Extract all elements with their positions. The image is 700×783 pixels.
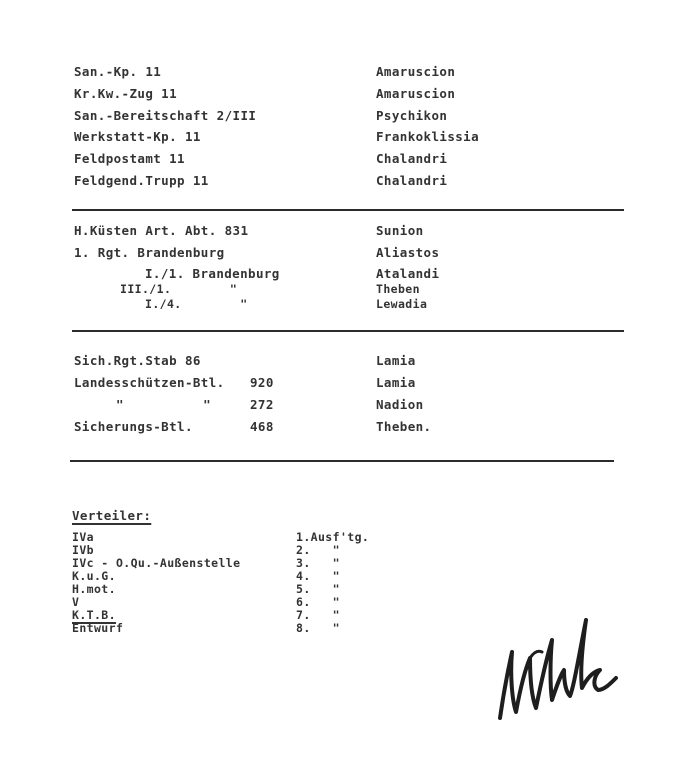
- recipient: H.mot.: [72, 582, 116, 596]
- copy-number: 7. ": [296, 608, 340, 622]
- recipient: Entwurf: [72, 621, 124, 635]
- recipient: IVa: [72, 530, 94, 544]
- copy-number: 4. ": [296, 569, 340, 583]
- unit-name: Kr.Kw.-Zug 11: [74, 86, 178, 101]
- handwritten-signature: [490, 600, 630, 730]
- unit-location: Sunion: [376, 223, 424, 238]
- unit-location: Chalandri: [376, 151, 448, 166]
- distribution-heading: Verteiler:: [72, 508, 152, 523]
- unit-location: Lamia: [376, 375, 416, 390]
- unit-name: San.-Kp. 11: [74, 64, 162, 79]
- unit-number: 272: [250, 397, 274, 412]
- unit-name: Feldgend.Trupp 11: [74, 173, 209, 188]
- copy-number: 2. ": [296, 543, 340, 557]
- unit-location: Nadion: [376, 397, 424, 412]
- unit-location: Psychikon: [376, 108, 448, 123]
- unit-name: Landesschützen-Btl.: [74, 375, 225, 390]
- recipient: K.u.G.: [72, 569, 116, 583]
- divider-line: [72, 209, 624, 211]
- unit-name: Sicherungs-Btl.: [74, 419, 193, 434]
- copy-number: 8. ": [296, 621, 340, 635]
- recipient: K.T.B.: [72, 608, 116, 622]
- unit-location: Lamia: [376, 353, 416, 368]
- unit-number: 468: [250, 419, 274, 434]
- unit-location: Amaruscion: [376, 86, 456, 101]
- recipient: V: [72, 595, 80, 609]
- unit-number: 920: [250, 375, 274, 390]
- unit-location: Lewadia: [376, 297, 428, 311]
- unit-location: Amaruscion: [376, 64, 456, 79]
- subunit-name: I./1. Brandenburg: [145, 266, 280, 281]
- unit-name: 1. Rgt. Brandenburg: [74, 245, 225, 260]
- unit-name: Feldpostamt 11: [74, 151, 185, 166]
- subunit-name: I./4. ": [145, 297, 248, 311]
- recipient: IVb: [72, 543, 94, 557]
- ditto-marks: " ": [116, 397, 212, 412]
- unit-name: Sich.Rgt.Stab 86: [74, 353, 201, 368]
- unit-name: H.Küsten Art. Abt. 831: [74, 223, 249, 238]
- unit-location: Aliastos: [376, 245, 440, 260]
- unit-name: Werkstatt-Kp. 11: [74, 129, 201, 144]
- unit-name: San.-Bereitschaft 2/III: [74, 108, 257, 123]
- recipient: IVc - O.Qu.-Außenstelle: [72, 556, 241, 570]
- copy-number: 5. ": [296, 582, 340, 596]
- subunit-name: III./1. ": [120, 282, 238, 296]
- divider-line: [70, 460, 614, 462]
- unit-location: Theben.: [376, 419, 432, 434]
- unit-location: Theben: [376, 282, 420, 296]
- copy-number: 1.Ausf'tg.: [296, 530, 370, 544]
- unit-location: Chalandri: [376, 173, 448, 188]
- copy-number: 3. ": [296, 556, 340, 570]
- divider-line: [72, 330, 624, 332]
- unit-location: Atalandi: [376, 266, 440, 281]
- copy-number: 6. ": [296, 595, 340, 609]
- unit-location: Frankoklissia: [376, 129, 480, 144]
